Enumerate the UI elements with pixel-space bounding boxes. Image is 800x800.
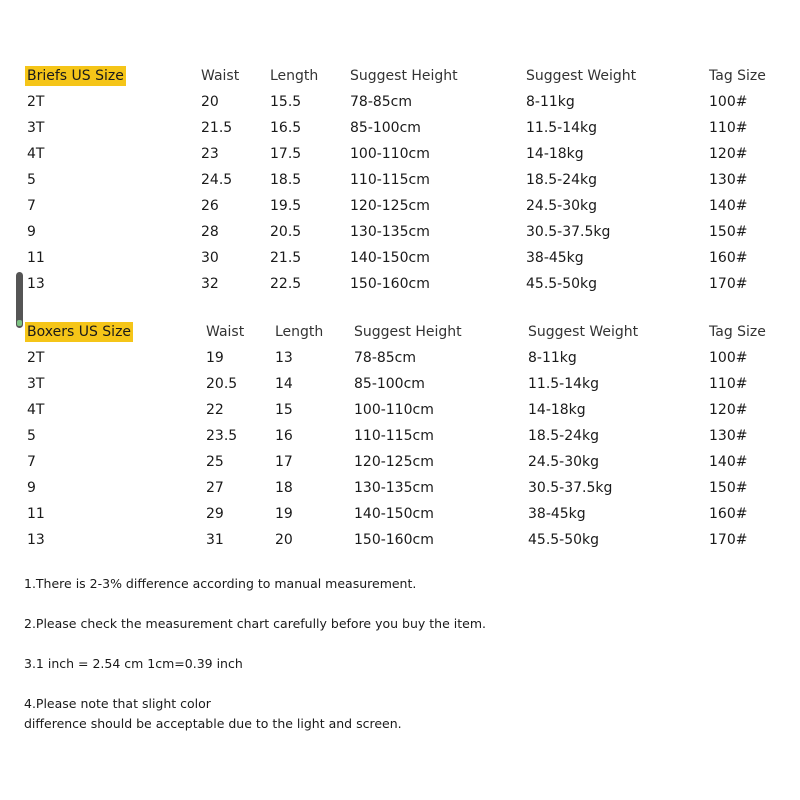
table-cell: 27: [206, 480, 224, 496]
table-cell: 2T: [27, 350, 45, 366]
table-cell: 3T: [27, 120, 45, 136]
table-cell: 18.5-24kg: [526, 172, 598, 188]
table-cell: 15: [275, 402, 293, 418]
table-cell: 20: [275, 532, 293, 548]
table-cell: 78-85cm: [354, 350, 417, 366]
table-cell: 100#: [709, 94, 748, 110]
table-cell: 24.5-30kg: [528, 454, 600, 470]
table-cell: 130#: [709, 172, 748, 188]
table-cell: 100-110cm: [354, 402, 434, 418]
table-row: [0, 248, 800, 274]
table-cell: 45.5-50kg: [526, 276, 598, 292]
column-header: Waist: [206, 324, 245, 340]
table-row: [0, 478, 800, 504]
table-row: [0, 348, 800, 374]
table-cell: 15.5: [270, 94, 302, 110]
table-cell: 23: [201, 146, 219, 162]
table-cell: 38-45kg: [526, 250, 584, 266]
column-header: Suggest Height: [354, 324, 462, 340]
table-cell: 11.5-14kg: [526, 120, 598, 136]
table-cell: 9: [27, 224, 36, 240]
table-cell: 120-125cm: [354, 454, 434, 470]
table-row: [0, 400, 800, 426]
column-header: Suggest Weight: [526, 68, 637, 84]
table-cell: 14-18kg: [528, 402, 586, 418]
table-cell: 170#: [709, 532, 748, 548]
table-cell: 24.5: [201, 172, 233, 188]
table-cell: 8-11kg: [528, 350, 577, 366]
table-cell: 160#: [709, 506, 748, 522]
table-cell: 4T: [27, 402, 45, 418]
table-cell: 14-18kg: [526, 146, 584, 162]
table-cell: 4T: [27, 146, 45, 162]
table-cell: 30.5-37.5kg: [528, 480, 613, 496]
table-cell: 20: [201, 94, 219, 110]
table-cell: 13: [27, 532, 45, 548]
table-cell: 130#: [709, 428, 748, 444]
table-cell: 100-110cm: [350, 146, 430, 162]
note-check-chart: 2.Please check the measurement chart carefully before you buy the item.: [24, 616, 486, 631]
column-header: Waist: [201, 68, 240, 84]
table-cell: 13: [27, 276, 45, 292]
table-cell: 170#: [709, 276, 748, 292]
table-cell: 110-115cm: [354, 428, 434, 444]
table-cell: 29: [206, 506, 224, 522]
table-cell: 18.5-24kg: [528, 428, 600, 444]
table-cell: 19.5: [270, 198, 302, 214]
table-row: [0, 144, 800, 170]
table-cell: 7: [27, 198, 36, 214]
table-cell: 19: [206, 350, 224, 366]
table-cell: 31: [206, 532, 224, 548]
table-cell: 120#: [709, 402, 748, 418]
table-cell: 32: [201, 276, 219, 292]
table-cell: 30: [201, 250, 219, 266]
table-cell: 150#: [709, 480, 748, 496]
table-cell: 5: [27, 172, 36, 188]
table-cell: 20.5: [206, 376, 238, 392]
table-cell: 19: [275, 506, 293, 522]
table-cell: 11.5-14kg: [528, 376, 600, 392]
table-cell: 9: [27, 480, 36, 496]
table-cell: 38-45kg: [528, 506, 586, 522]
table-cell: 150-160cm: [354, 532, 434, 548]
table-cell: 23.5: [206, 428, 238, 444]
note-measurement-difference: 1.There is 2-3% difference according to manual measurement.: [24, 576, 417, 591]
table-cell: 22: [206, 402, 224, 418]
table-cell: 140#: [709, 454, 748, 470]
table-cell: 85-100cm: [354, 376, 425, 392]
table-row: [0, 530, 800, 556]
table-cell: 2T: [27, 94, 45, 110]
table-cell: 3T: [27, 376, 45, 392]
table-cell: 21.5: [270, 250, 302, 266]
table-cell: 18: [275, 480, 293, 496]
table-cell: 8-11kg: [526, 94, 575, 110]
table-cell: 28: [201, 224, 219, 240]
table-cell: 21.5: [201, 120, 233, 136]
table-cell: 11: [27, 506, 45, 522]
table-cell: 130-135cm: [354, 480, 434, 496]
table-row: [0, 426, 800, 452]
table-cell: 22.5: [270, 276, 302, 292]
table-cell: 150-160cm: [350, 276, 430, 292]
table-row: [0, 274, 800, 300]
table-cell: 110#: [709, 120, 748, 136]
table-row: [0, 170, 800, 196]
table-cell: 150#: [709, 224, 748, 240]
table-row: [0, 118, 800, 144]
table-cell: 130-135cm: [350, 224, 430, 240]
table-cell: 24.5-30kg: [526, 198, 598, 214]
table-header-row: [0, 322, 800, 348]
table-cell: 30.5-37.5kg: [526, 224, 611, 240]
table-cell: 100#: [709, 350, 748, 366]
table-cell: 140-150cm: [350, 250, 430, 266]
table-cell: 140-150cm: [354, 506, 434, 522]
table-cell: 78-85cm: [350, 94, 413, 110]
column-header: Tag Size: [709, 324, 766, 340]
table-cell: 120-125cm: [350, 198, 430, 214]
column-header: Length: [275, 324, 324, 340]
table-cell: 25: [206, 454, 224, 470]
table-row: [0, 504, 800, 530]
column-header: Length: [270, 68, 319, 84]
table-cell: 17: [275, 454, 293, 470]
table-cell: 18.5: [270, 172, 302, 188]
table-cell: 140#: [709, 198, 748, 214]
table-cell: 85-100cm: [350, 120, 421, 136]
note-color-difference-line2: difference should be acceptable due to the light and screen.: [24, 716, 402, 731]
table-cell: 5: [27, 428, 36, 444]
table-row: [0, 92, 800, 118]
column-header: Tag Size: [709, 68, 766, 84]
table-cell: 160#: [709, 250, 748, 266]
table-row: [0, 374, 800, 400]
table-cell: 16: [275, 428, 293, 444]
table-cell: 13: [275, 350, 293, 366]
column-header: Suggest Height: [350, 68, 458, 84]
table-cell: 14: [275, 376, 293, 392]
table-cell: 110#: [709, 376, 748, 392]
table-title: Boxers US Size: [27, 324, 132, 340]
column-header: Suggest Weight: [528, 324, 639, 340]
table-row: [0, 196, 800, 222]
table-cell: 11: [27, 250, 45, 266]
table-cell: 26: [201, 198, 219, 214]
table-cell: 20.5: [270, 224, 302, 240]
table-cell: 7: [27, 454, 36, 470]
note-color-difference-line1: 4.Please note that slight color: [24, 696, 211, 711]
table-cell: 120#: [709, 146, 748, 162]
table-cell: 45.5-50kg: [528, 532, 600, 548]
table-title: Briefs US Size: [27, 68, 124, 84]
table-cell: 17.5: [270, 146, 302, 162]
table-row: [0, 452, 800, 478]
table-row: [0, 222, 800, 248]
table-header-row: [0, 66, 800, 92]
table-cell: 110-115cm: [350, 172, 430, 188]
note-unit-conversion: 3.1 inch = 2.54 cm 1cm=0.39 inch: [24, 656, 243, 671]
table-cell: 16.5: [270, 120, 302, 136]
